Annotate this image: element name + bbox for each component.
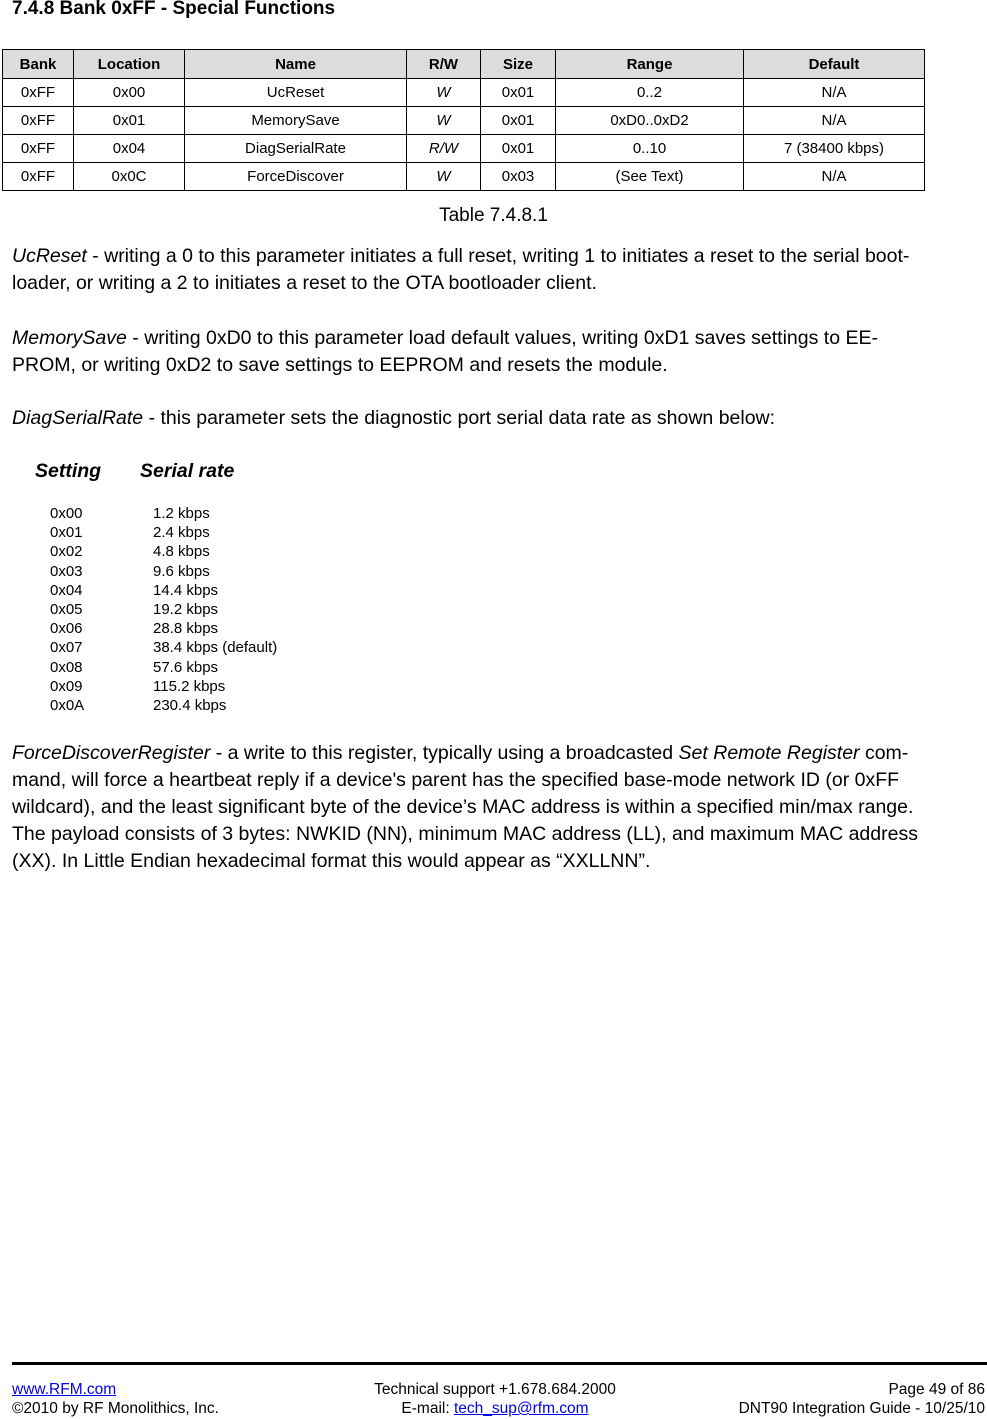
diagserialrate-paragraph [12, 405, 984, 432]
setting-value: 0x04 [50, 581, 83, 599]
cell-size: 0x03 [481, 163, 556, 191]
website-link[interactable]: www.RFM.com [12, 1381, 117, 1398]
forcediscover-text-1a: - a write to this register, typically using a broadcasted [210, 742, 679, 764]
cell-range: (See Text) [556, 163, 744, 191]
support-phone: Technical support +1.678.684.2000 [374, 1381, 616, 1398]
table-header-row [3, 50, 925, 79]
cell-default: N/A [744, 163, 925, 191]
forcediscover-text-2: mand, will force a heartbeat reply if a device's parent has the specified base-mode network ID (or 0xFF [12, 769, 900, 791]
memorysave-text-2: PROM, or writing 0xD2 to save settings to EEPROM and resets the module. [12, 354, 668, 376]
memorysave-term: MemorySave [12, 327, 127, 349]
cell-bank: 0xFF [3, 79, 74, 107]
cell-range: 0..2 [556, 79, 744, 107]
register-table [2, 49, 925, 191]
setting-value: 0x08 [50, 658, 83, 676]
cell-name: MemorySave [185, 107, 407, 135]
list-item [50, 677, 277, 696]
cell-name: DiagSerialRate [185, 135, 407, 163]
cell-bank: 0xFF [3, 107, 74, 135]
rate-value: 230.4 kbps [153, 697, 227, 715]
cell-rw: W [407, 79, 481, 107]
cell-size: 0x01 [481, 135, 556, 163]
rate-value: 14.4 kbps [153, 581, 219, 599]
cell-name: UcReset [185, 79, 407, 107]
list-item [50, 600, 277, 619]
table-row [3, 135, 925, 163]
cell-name: ForceDiscover [185, 163, 407, 191]
cell-location: 0x04 [74, 135, 185, 163]
page-number: Page 49 of 86 [888, 1381, 985, 1398]
forcediscover-text-4: The payload consists of 3 bytes: NWKID (NN), minimum MAC address (LL), and maximum MAC address [12, 823, 918, 845]
cell-default: N/A [744, 79, 925, 107]
email-link[interactable]: tech_sup@rfm.com [453, 1400, 589, 1417]
rate-value: 57.6 kbps [153, 658, 219, 676]
cell-location: 0x0C [74, 163, 185, 191]
cell-rw: W [407, 163, 481, 191]
setting-value: 0x00 [50, 505, 83, 522]
setting-value: 0x07 [50, 639, 83, 657]
footer-divider [12, 1362, 987, 1365]
cell-range: 0..10 [556, 135, 744, 163]
list-item [50, 504, 277, 523]
rate-value: 9.6 kbps [153, 562, 210, 580]
table-row [3, 79, 925, 107]
ucreset-text-1: - writing a 0 to this parameter initiates a full reset, writing 1 to initiates a reset to the serial boot- [86, 245, 910, 267]
cell-default: N/A [744, 107, 925, 135]
rate-value: 28.8 kbps [153, 620, 219, 638]
col-header-rw: R/W [407, 50, 481, 79]
setting-value: 0x05 [50, 601, 83, 619]
cell-bank: 0xFF [3, 135, 74, 163]
forcediscover-paragraph [12, 740, 984, 875]
guide-title: DNT90 Integration Guide - 10/25/10 [738, 1400, 985, 1417]
list-item [50, 619, 277, 638]
serial-rate-list [50, 504, 277, 715]
forcediscover-term: ForceDiscoverRegister [12, 742, 211, 764]
ucreset-paragraph [12, 243, 984, 297]
rate-value: 2.4 kbps [153, 524, 210, 542]
ucreset-text-2: loader, or writing a 2 to initiates a reset to the OTA bootloader client. [12, 272, 597, 294]
table-caption: Table 7.4.8.1 [439, 205, 548, 226]
cell-rw: R/W [407, 135, 481, 163]
col-header-default: Default [744, 50, 925, 79]
forcediscover-text-5: (XX). In Little Endian hexadecimal format this would appear as “XXLLNN”. [12, 850, 651, 872]
list-item [50, 638, 277, 657]
setting-header: Setting [35, 460, 102, 482]
table-row [3, 163, 925, 191]
list-item [50, 562, 277, 581]
col-header-size: Size [481, 50, 556, 79]
rate-value: 4.8 kbps [153, 543, 210, 561]
list-item [50, 658, 277, 677]
col-header-bank: Bank [3, 50, 74, 79]
setting-value: 0x06 [50, 620, 83, 638]
col-header-name: Name [185, 50, 407, 79]
cell-default: 7 (38400 kbps) [744, 135, 925, 163]
cell-size: 0x01 [481, 79, 556, 107]
list-item [50, 523, 277, 542]
setting-value: 0x0A [50, 697, 85, 715]
diagserialrate-term: DiagSerialRate [12, 407, 144, 429]
col-header-range: Range [556, 50, 744, 79]
list-item [50, 542, 277, 561]
cell-bank: 0xFF [3, 163, 74, 191]
setting-value: 0x09 [50, 677, 83, 695]
rate-value: 1.2 kbps [153, 505, 210, 522]
cell-location: 0x00 [74, 79, 185, 107]
forcediscover-text-3: wildcard), and the least significant byte of the device’s MAC address is within a specified min/max range. [12, 796, 914, 818]
col-header-location: Location [74, 50, 185, 79]
rate-value: 19.2 kbps [153, 601, 219, 619]
copyright-text: ©2010 by RF Monolithics, Inc. [12, 1400, 219, 1417]
memorysave-paragraph [12, 325, 984, 379]
list-item [50, 581, 277, 600]
rate-value: 38.4 kbps (default) [153, 639, 278, 657]
section-heading: 7.4.8 Bank 0xFF - Special Functions [12, 0, 336, 19]
diagserialrate-text-1: - this parameter sets the diagnostic port serial data rate as shown below: [143, 407, 776, 429]
setting-value: 0x01 [50, 524, 83, 542]
memorysave-text-1: - writing 0xD0 to this parameter load default values, writing 0xD1 saves settings to EE- [126, 327, 878, 349]
set-remote-register-term: Set Remote Register [678, 742, 860, 764]
ucreset-term: UcReset [12, 245, 87, 267]
cell-rw: W [407, 107, 481, 135]
cell-range: 0xD0..0xD2 [556, 107, 744, 135]
serial-rate-header: Serial rate [140, 460, 235, 482]
rate-value: 115.2 kbps [153, 677, 226, 695]
cell-size: 0x01 [481, 107, 556, 135]
cell-location: 0x01 [74, 107, 185, 135]
setting-value: 0x03 [50, 562, 83, 580]
forcediscover-text-1b: com- [859, 742, 909, 764]
setting-value: 0x02 [50, 543, 83, 561]
list-item [50, 696, 277, 715]
email-label: E-mail: [401, 1400, 454, 1417]
table-row [3, 107, 925, 135]
